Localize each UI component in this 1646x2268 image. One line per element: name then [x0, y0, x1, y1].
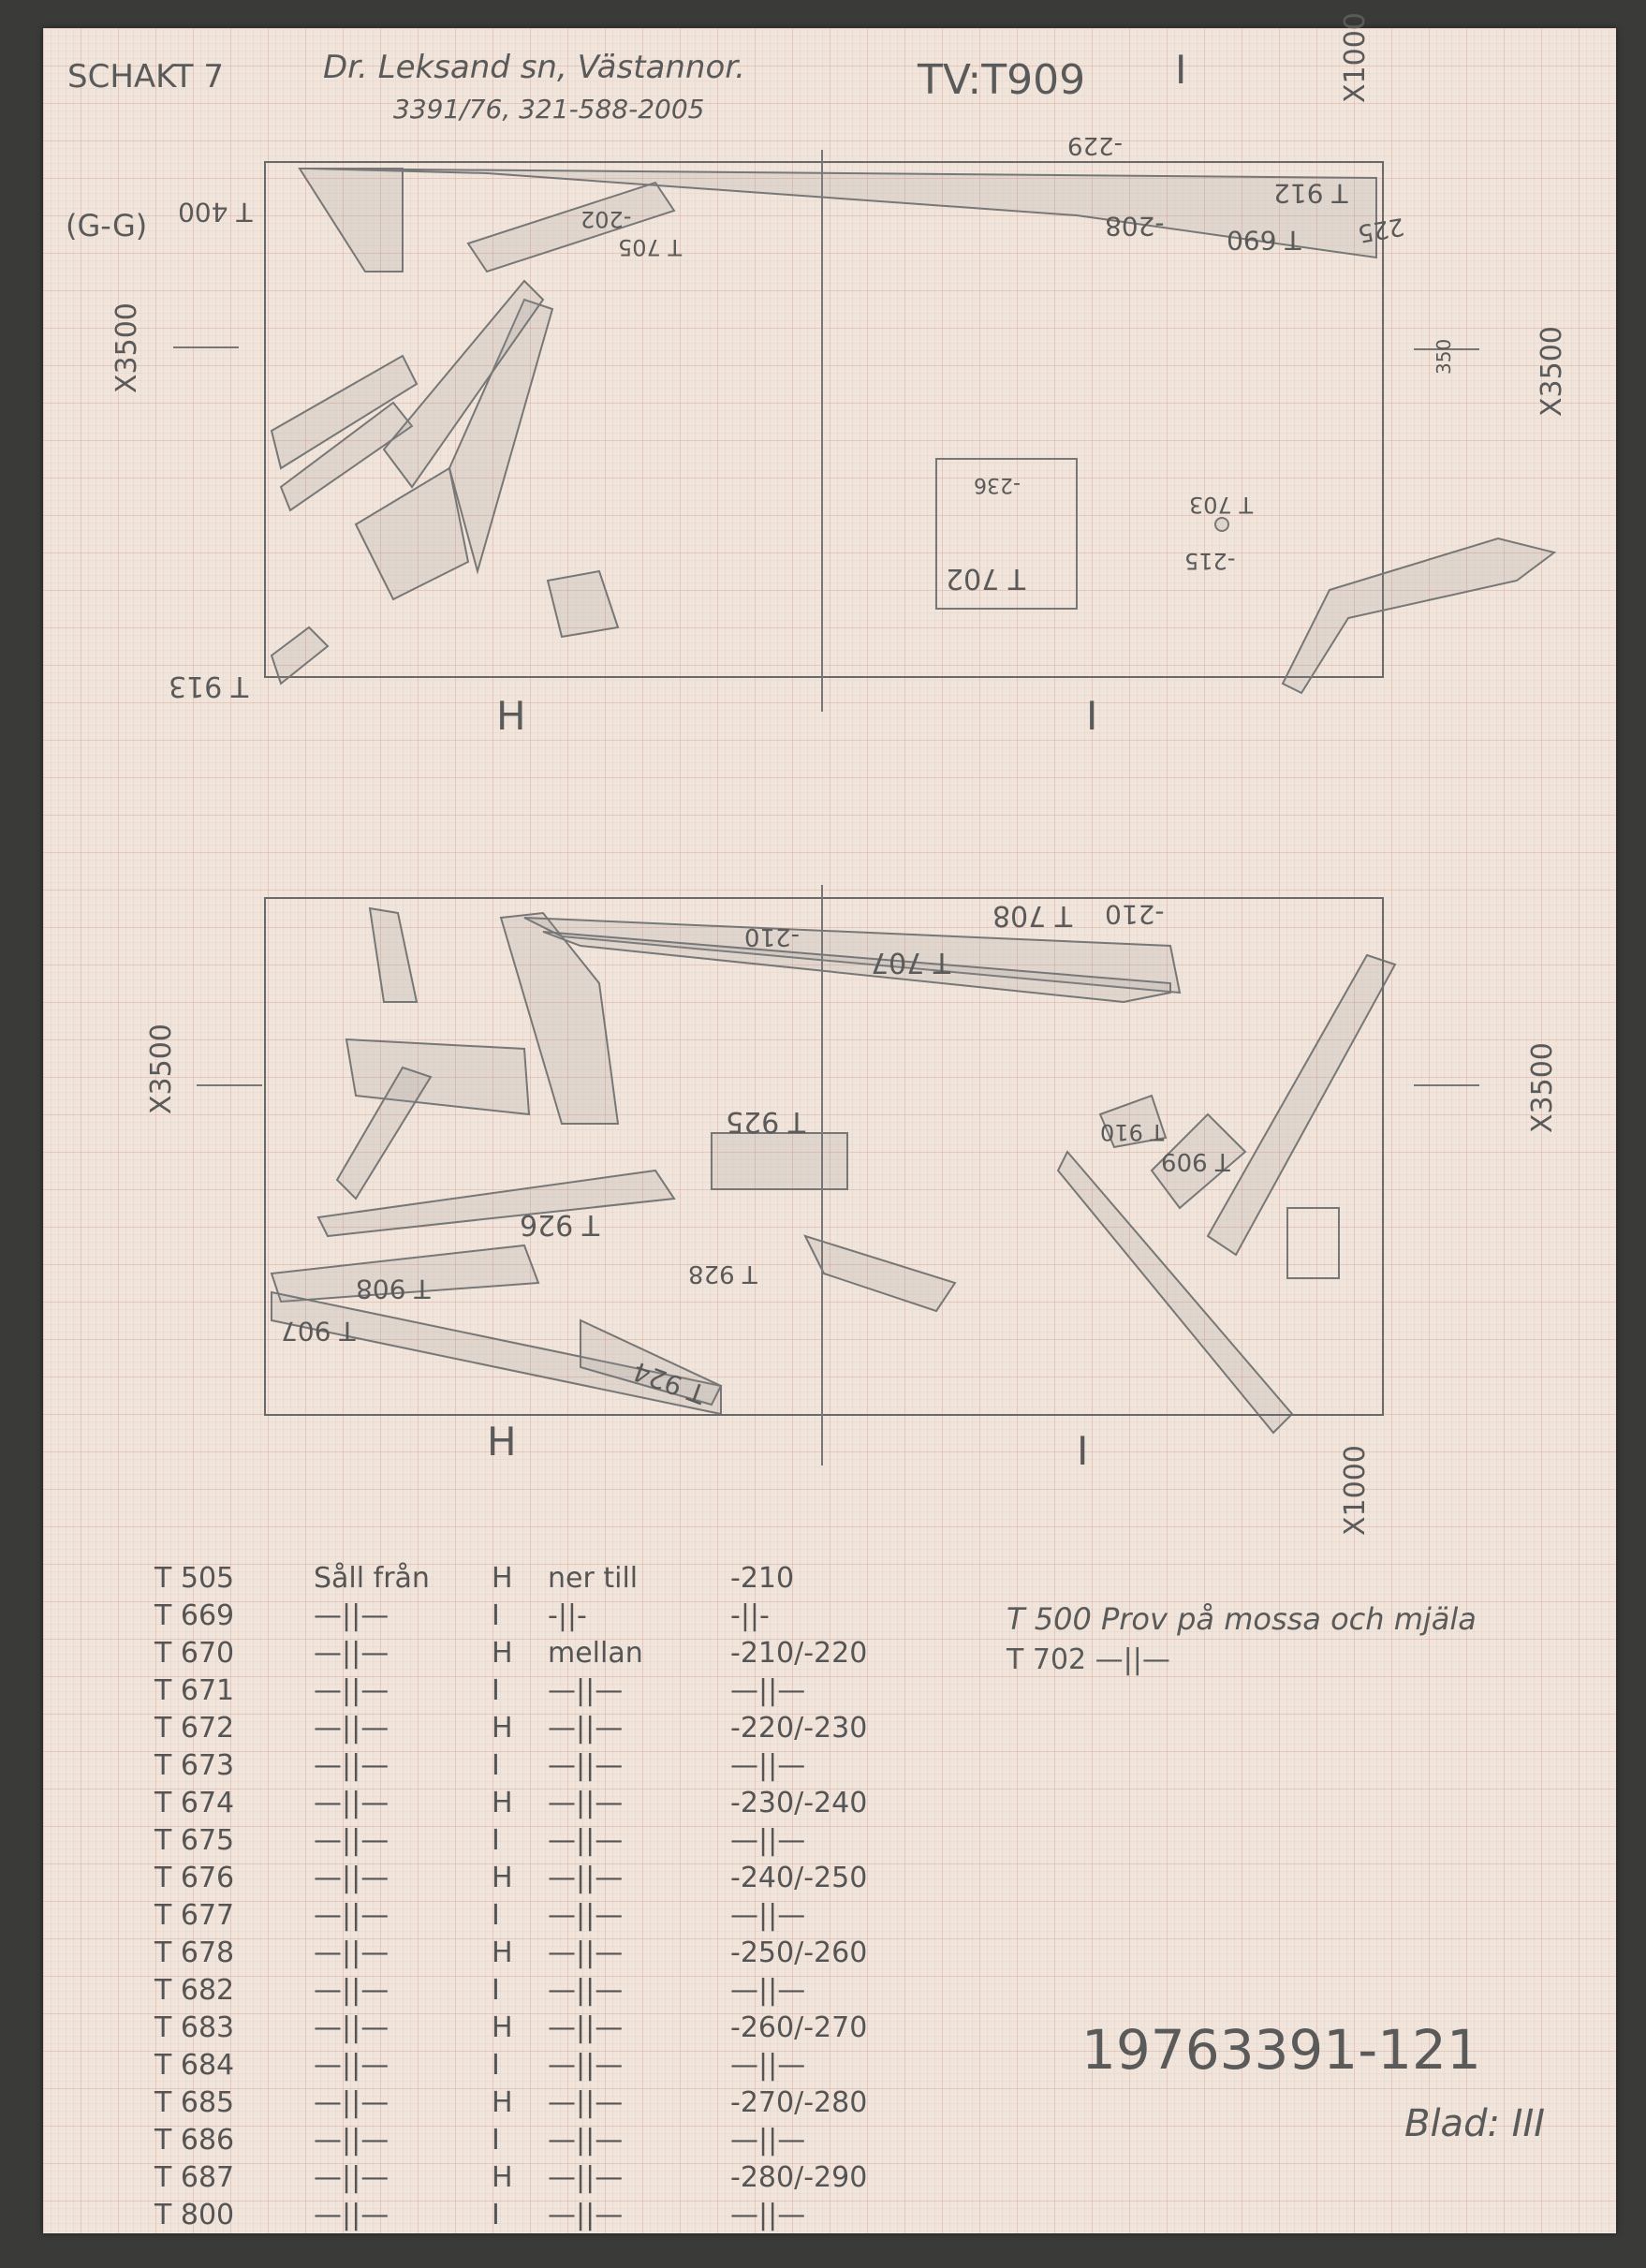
- bottom-plan-x-left: X3500: [145, 1024, 178, 1114]
- top-label-t913: T 913: [169, 670, 249, 702]
- bottom-label-t926: T 926: [520, 1208, 600, 1241]
- coord-bottom-right: X1000: [1339, 1445, 1372, 1536]
- gg-label: (G-G): [66, 208, 148, 243]
- top-plan-col-i: I: [1086, 693, 1098, 739]
- schakt-label: SCHAKT 7: [67, 58, 225, 96]
- top-marker-t703: [1215, 518, 1228, 531]
- bottom-plan-col-h: H: [487, 1419, 517, 1465]
- top-timber-t913: [272, 627, 328, 684]
- top-label-215: -215: [1184, 548, 1236, 574]
- top-label-202: -202: [581, 206, 632, 232]
- top-label-208: -208: [1105, 211, 1165, 242]
- top-timber-t902: [548, 571, 618, 637]
- bottom-label-t907: T 907: [281, 1316, 356, 1347]
- top-timber-t702-right: [1283, 538, 1554, 693]
- top-plan-350-marker: 350: [1433, 338, 1455, 375]
- tv-mark: I: [1175, 47, 1187, 93]
- location-line-2: 3391/76, 321-588-2005: [393, 94, 705, 125]
- tv-number: TV:T909: [918, 56, 1086, 104]
- bottom-plan-col-i: I: [1077, 1428, 1089, 1474]
- top-plan-col-h: H: [496, 693, 526, 739]
- top-label-t705: T 705: [618, 234, 683, 260]
- top-label-229: -229: [1067, 131, 1124, 159]
- bottom-plan-divider: [821, 885, 823, 1465]
- bottom-plan-x-right: X3500: [1526, 1042, 1559, 1133]
- top-label-t702: T 702: [946, 562, 1026, 595]
- bottom-label-t928: T 928: [688, 1259, 757, 1288]
- top-label-t703: T 703: [1189, 492, 1254, 518]
- bottom-label-t910: T 910: [1100, 1119, 1165, 1145]
- top-timber-t699: [300, 169, 403, 272]
- bottom-plan-x-tick-left: [197, 1084, 262, 1086]
- bottom-label-210b: -210: [744, 922, 801, 950]
- bottom-label-t908: T 908: [356, 1274, 431, 1304]
- bottom-plan-x-tick-right: [1414, 1084, 1479, 1086]
- top-label-t912: T 912: [1273, 178, 1348, 209]
- top-label-224: -236: [974, 473, 1021, 496]
- bottom-label-t909: T 909: [1161, 1147, 1230, 1175]
- bottom-label-t707: T 707: [871, 946, 951, 979]
- bottom-label-t925: T 925: [726, 1105, 806, 1138]
- document-id: 19763391-121: [1081, 2018, 1481, 2082]
- top-plan-x-left: X3500: [110, 302, 143, 393]
- bottom-label-t708: T 708: [992, 899, 1073, 932]
- note-line-1: T 500 Prov på mossa och mjäla: [1007, 1601, 1477, 1637]
- coord-top-right: X1000: [1339, 12, 1372, 103]
- location-line-1: Dr. Leksand sn, Västannor.: [323, 49, 745, 86]
- blad-number: Blad: III: [1404, 2102, 1546, 2145]
- top-label-225: 225: [1355, 211, 1406, 248]
- top-label-t690: T 690: [1227, 225, 1301, 256]
- top-plan-x-right: X3500: [1536, 326, 1568, 417]
- bottom-label-t924: T 924: [628, 1355, 710, 1410]
- bottom-label-210: -210: [1105, 899, 1165, 930]
- note-line-2: T 702 —||—: [1007, 1643, 1170, 1676]
- top-label-t400: T 400: [178, 197, 253, 228]
